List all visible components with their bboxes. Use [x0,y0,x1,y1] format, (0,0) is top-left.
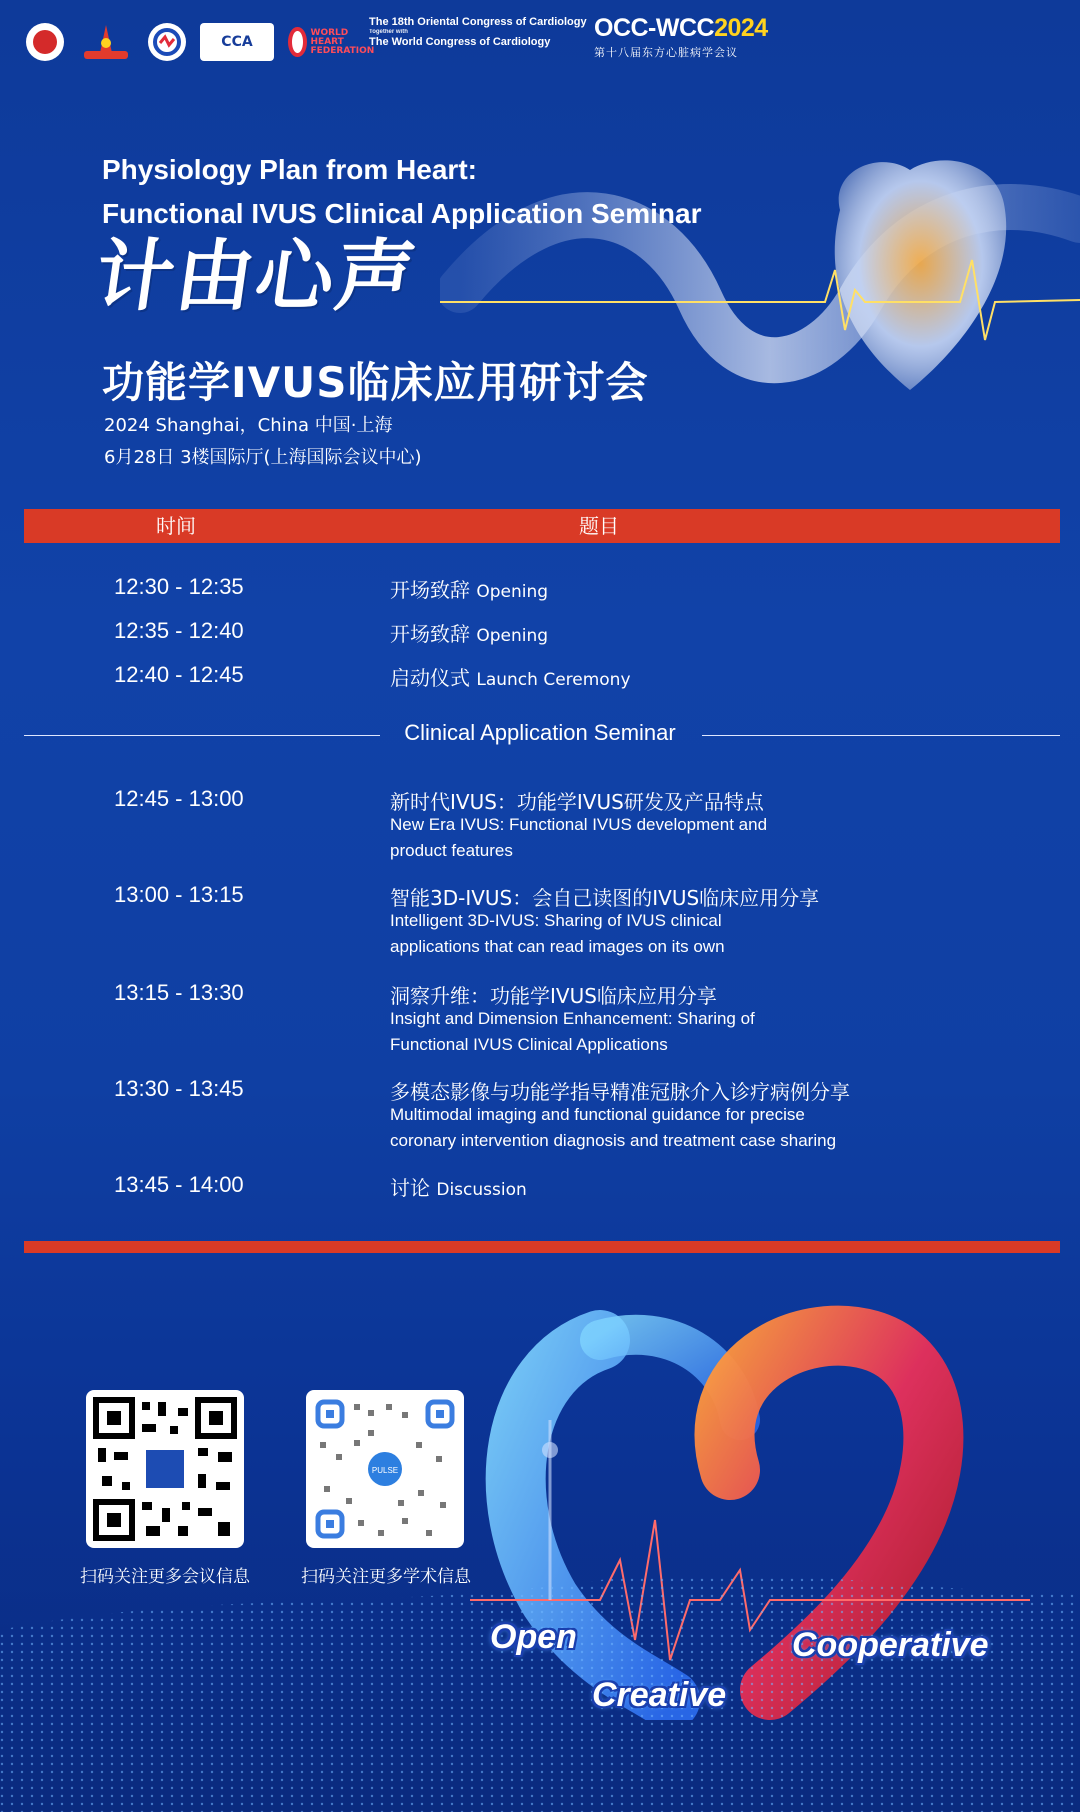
calligraphy-title: 计由心声 [89,231,423,322]
row-topic-cn: 开场致辞 [390,622,470,646]
occ-wcc-logo [594,14,768,60]
row-desc-line1: Multimodal imaging and functional guidance for precise [390,1105,805,1124]
slogan-open: Open [490,1618,577,1656]
congress-title [369,16,587,48]
row-topic-en: Launch Ceremony [476,670,631,690]
qr-caption-academic: 扫码关注更多学术信息 [301,1567,471,1587]
row-topic [390,662,631,691]
row-description [390,908,725,960]
row-topic-cn: 多模态影像与功能学指导精准冠脉介入诊疗病例分享 [390,1080,850,1104]
qr-code-conference[interactable] [86,1390,244,1548]
congress-line1: The 18th Oriental Congress of Cardiology [369,16,587,28]
whf-logo-text: WORLD HEART FEDERATION [310,27,375,56]
title-english [102,148,702,236]
title-en-line1: Physiology Plan from Heart: [102,154,477,185]
occ-year: 2024 [714,14,768,42]
cca-logo: CCA [200,23,274,61]
col-time-header: 时间 [156,514,196,538]
congress-line3: The World Congress of Cardiology [369,36,551,48]
section-title: Clinical Application Seminar [404,720,676,745]
qr-caption-conference: 扫码关注更多会议信息 [80,1567,250,1587]
cardiology-society-logo [26,23,64,61]
congress-line2: Together with [369,29,408,35]
world-heart-federation-logo [288,23,378,61]
row-description [390,1006,755,1058]
heart-logo [148,23,186,61]
header-logos [26,22,378,62]
schedule-table-header [24,509,1060,543]
row-description [390,1102,836,1154]
row-description [390,812,767,864]
row-topic-cn: 讨论 [390,1176,430,1200]
row-topic-cn: 智能3D-IVUS：会自己读图的IVUS临床应用分享 [390,886,820,910]
row-topic-cn: 新时代IVUS：功能学IVUS研发及产品特点 [390,790,764,814]
row-time: 13:00 - 13:15 [114,882,244,907]
dotted-ground-decoration [0,1570,1080,1812]
row-time: 12:40 - 12:45 [114,662,244,687]
col-topic-header: 题目 [579,514,619,538]
row-topic-en: Opening [476,626,549,646]
row-topic [390,618,548,647]
row-topic [390,1172,527,1201]
slogan-creative: Creative [592,1676,727,1714]
qr-code-academic[interactable] [306,1390,464,1548]
row-topic-cn: 开场致辞 [390,578,470,602]
row-time: 12:30 - 12:35 [114,574,244,599]
row-desc-line1: Insight and Dimension Enhancement: Sharing of [390,1009,755,1028]
row-time: 12:35 - 12:40 [114,618,244,643]
slogan-cooperative: Cooperative [792,1626,989,1664]
row-desc-line1: New Era IVUS: Functional IVUS development and [390,815,768,834]
row-topic [390,574,548,603]
row-desc-line1: Intelligent 3D-IVUS: Sharing of IVUS clinical [390,911,722,930]
row-time: 13:45 - 14:00 [114,1172,244,1197]
row-desc-line2: product features [390,841,513,860]
table-bottom-bar [24,1241,1060,1253]
row-desc-line2: Functional IVUS Clinical Applications [390,1035,668,1054]
row-desc-line2: coronary intervention diagnosis and treatment case sharing [390,1131,837,1150]
title-chinese: 功能学IVUS临床应用研讨会 [102,358,649,407]
row-desc-line2: applications that can read images on its own [390,937,725,956]
title-en-line2: Functional IVUS Clinical Application Seminar [102,198,702,229]
event-location: 2024 Shanghai，China 中国·上海 [104,415,393,436]
row-time: 13:15 - 13:30 [114,980,244,1005]
event-venue: 6月28日 3楼国际厅(上海国际会议中心) [104,447,422,468]
occ-prefix: OCC-WCC [594,14,715,42]
occ-cn-name: 第十八届东方心脏病学会议 [594,47,738,59]
row-topic-cn: 洞察升维：功能学IVUS临床应用分享 [390,984,717,1008]
row-topic-en: Discussion [436,1180,527,1200]
oriental-tower-logo [78,23,134,61]
row-topic-cn: 启动仪式 [390,666,470,690]
row-time: 12:45 - 13:00 [114,786,244,811]
row-time: 13:30 - 13:45 [114,1076,244,1101]
row-topic-en: Opening [476,582,549,602]
qr-center-label: PULSE [371,1466,399,1475]
